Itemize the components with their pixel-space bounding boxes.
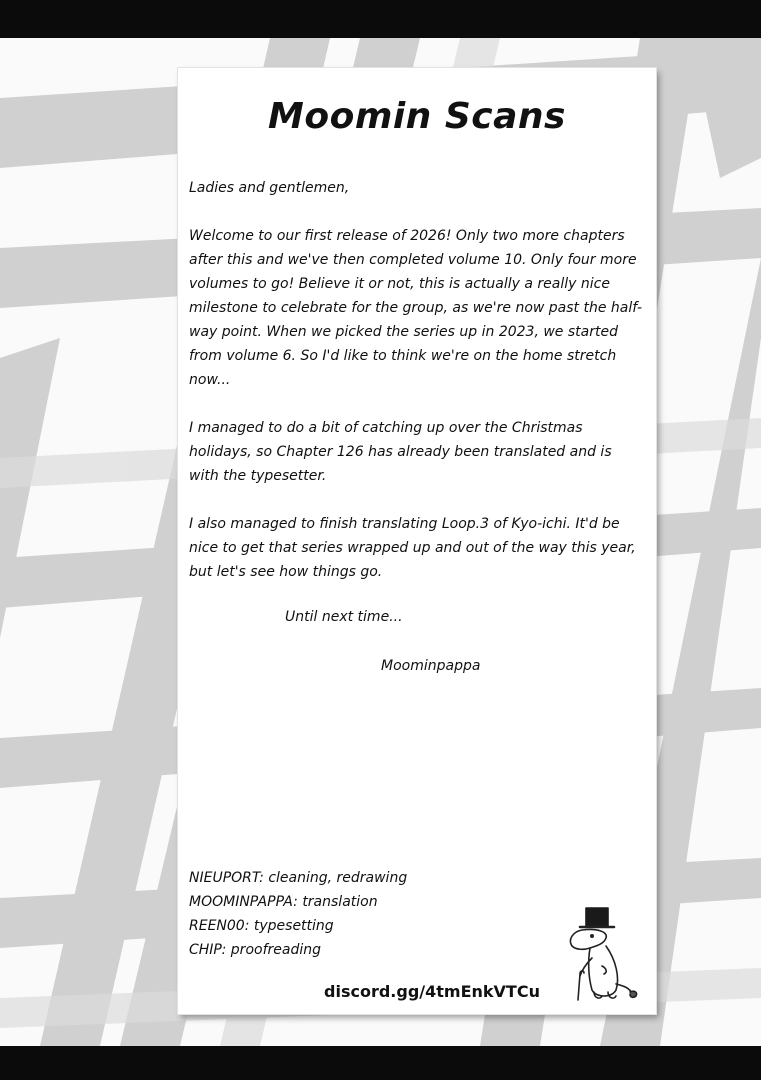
credits-list bbox=[189, 866, 407, 962]
credit-line: REEN00: typesetting bbox=[189, 918, 334, 934]
page-title: Moomin Scans bbox=[268, 96, 566, 137]
letter-body bbox=[189, 176, 645, 608]
letter-paragraph-3: I also managed to finish translating Loop.3 of Kyo-ichi. It'd be nice to get that series wrapped up and out of the way this year, but let's see how things go. bbox=[189, 516, 636, 580]
letter-paragraph-2: I managed to do a bit of catching up over the Christmas holidays, so Chapter 126 has already been translated and is with the typesetter. bbox=[189, 420, 612, 484]
letter-signature: Moominpappa bbox=[381, 658, 481, 674]
credit-line: MOOMINPAPPA: translation bbox=[189, 894, 378, 910]
discord-link[interactable]: discord.gg/4tmEnkVTCu bbox=[324, 982, 540, 1001]
letter-closing: Until next time... bbox=[285, 609, 403, 625]
letter-card bbox=[178, 68, 656, 1014]
bottom-black-bar bbox=[0, 1046, 761, 1080]
letter-greeting: Ladies and gentlemen, bbox=[189, 180, 350, 196]
letter-paragraph-1: Welcome to our first release of 2026! Only two more chapters after this and we've then completed volume 10. Only four more volumes to go! Believe it or not, this is actually a really nice milestone to celebrate for the group, as we're now past the half-way point. When we picked the series up in 2023, we started from volume 6. So I'd like to think we're on the home stretch now... bbox=[189, 228, 642, 388]
credit-line: NIEUPORT: cleaning, redrawing bbox=[189, 870, 408, 886]
top-black-bar bbox=[0, 0, 761, 38]
moominpappa-icon bbox=[566, 906, 646, 1006]
credit-line: CHIP: proofreading bbox=[189, 942, 321, 958]
